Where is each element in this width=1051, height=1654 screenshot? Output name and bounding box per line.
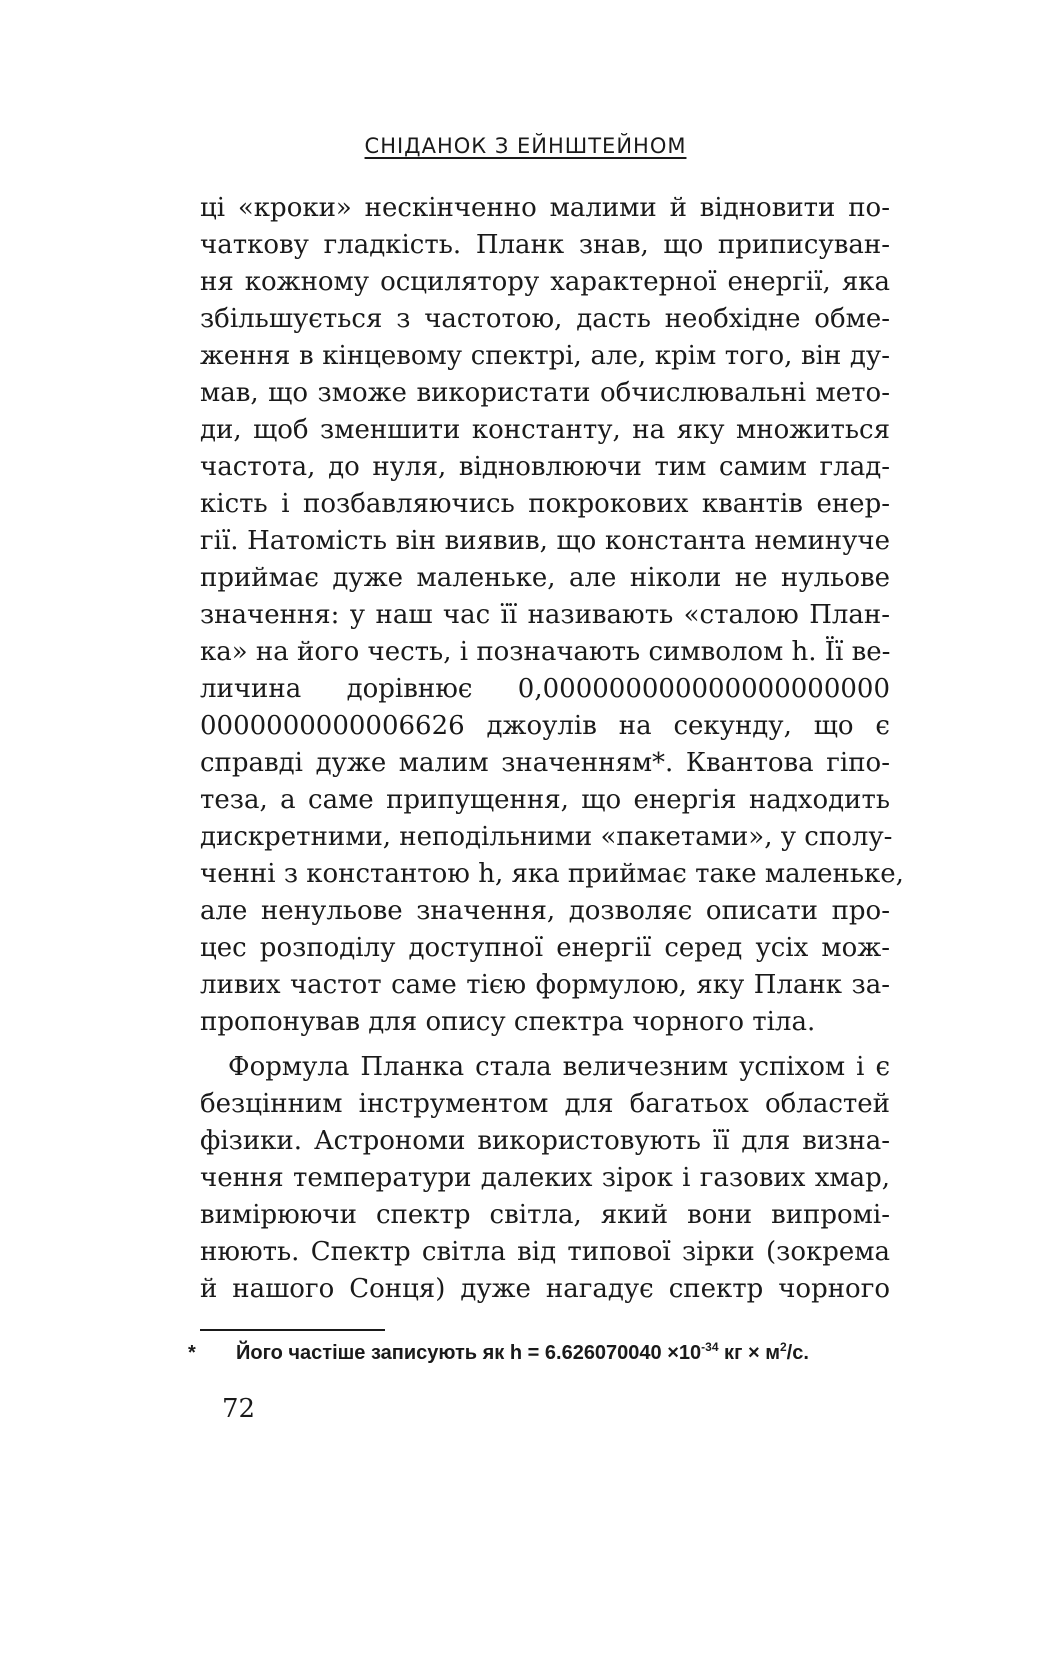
footnote-text-start: Його частіше записують як h = 6.626070040 ×10 xyxy=(236,1342,702,1364)
text-line: ці «кроки» нескінченно малими й відновити по- xyxy=(200,193,890,223)
text-line: ка» на його честь, і позначають символом h. Її ве- xyxy=(200,637,891,667)
text-line: й нашого Сонця) дуже нагадує спектр чорного xyxy=(200,1274,890,1304)
footnote-unit-power: 2 xyxy=(779,1340,787,1354)
text-line: значення: у наш час її називають «сталою План- xyxy=(200,600,890,630)
page-number: 72 xyxy=(222,1394,256,1424)
text-line: ня кожному осцилятору характерної енергії, яка xyxy=(200,267,890,297)
text-line: вимірюючи спектр світла, який вони випромі- xyxy=(200,1200,890,1230)
text-line: кість і позбавляючись покрокових квантів енер- xyxy=(200,489,890,519)
text-line: гії. Натомість він виявив, що константа неминуче xyxy=(200,526,890,556)
text-line: ди, щоб зменшити константу, на яку множиться xyxy=(200,415,890,445)
text-line: безцінним інструментом для багатьох областей xyxy=(200,1089,890,1119)
footnote xyxy=(188,1340,908,1365)
footnote-marker: * xyxy=(188,1342,196,1364)
text-line: нюють. Спектр світла від типової зірки (зокрема xyxy=(200,1237,890,1267)
text-line: чення температури далеких зірок і газових хмар, xyxy=(200,1163,890,1193)
footnote-divider xyxy=(200,1329,385,1331)
text-line: частота, до нуля, відновлюючи тим самим глад- xyxy=(200,452,890,482)
running-head: СНІДАНОК З ЕЙНШТЕЙНОМ xyxy=(364,134,687,158)
text-line: цес розподілу доступної енергії серед усіх мож- xyxy=(200,933,890,963)
text-line: приймає дуже маленьке, але ніколи не нульове xyxy=(200,563,890,593)
text-line: 0000000000006626 джоулів на секунду, що є xyxy=(200,711,890,741)
text-line: чаткову гладкість. Планк знав, що приписуван- xyxy=(200,230,890,260)
footnote-text-middle: кг × м xyxy=(718,1342,780,1364)
paragraph-1 xyxy=(200,190,904,1041)
text-line: дискретними, неподільними «пакетами», у сполу- xyxy=(200,822,893,852)
text-line: справді дуже малим значенням*. Квантова гіпо- xyxy=(200,748,890,778)
text-line: ження в кінцевому спектрі, але, крім того, він ду- xyxy=(200,341,890,371)
body-text xyxy=(200,190,904,1308)
footnote-exponent: -34 xyxy=(701,1340,719,1354)
text-line: Формула Планка стала величезним успіхом і є xyxy=(228,1052,890,1082)
text-line: фізики. Астрономи використовують її для визна- xyxy=(200,1126,890,1156)
text-line: теза, а саме припущення, що енергія надходить xyxy=(200,785,890,815)
text-line: ченні з константою h, яка приймає таке маленьке, xyxy=(200,859,904,889)
footnote-text-end: /с. xyxy=(786,1342,809,1364)
text-line: ливих частот саме тією формулою, яку Планк за- xyxy=(200,970,890,1000)
text-line: збільшується з частотою, дасть необхідне обме- xyxy=(200,304,890,334)
text-line: личина дорівнює 0,000000000000000000000 xyxy=(200,674,890,704)
paragraph-2 xyxy=(200,1049,890,1308)
text-line: пропонував для опису спектра чорного тіла. xyxy=(200,1007,816,1037)
text-line: але ненульове значення, дозволяє описати про- xyxy=(200,896,890,926)
text-line: мав, що зможе використати обчислювальні мето- xyxy=(200,378,890,408)
